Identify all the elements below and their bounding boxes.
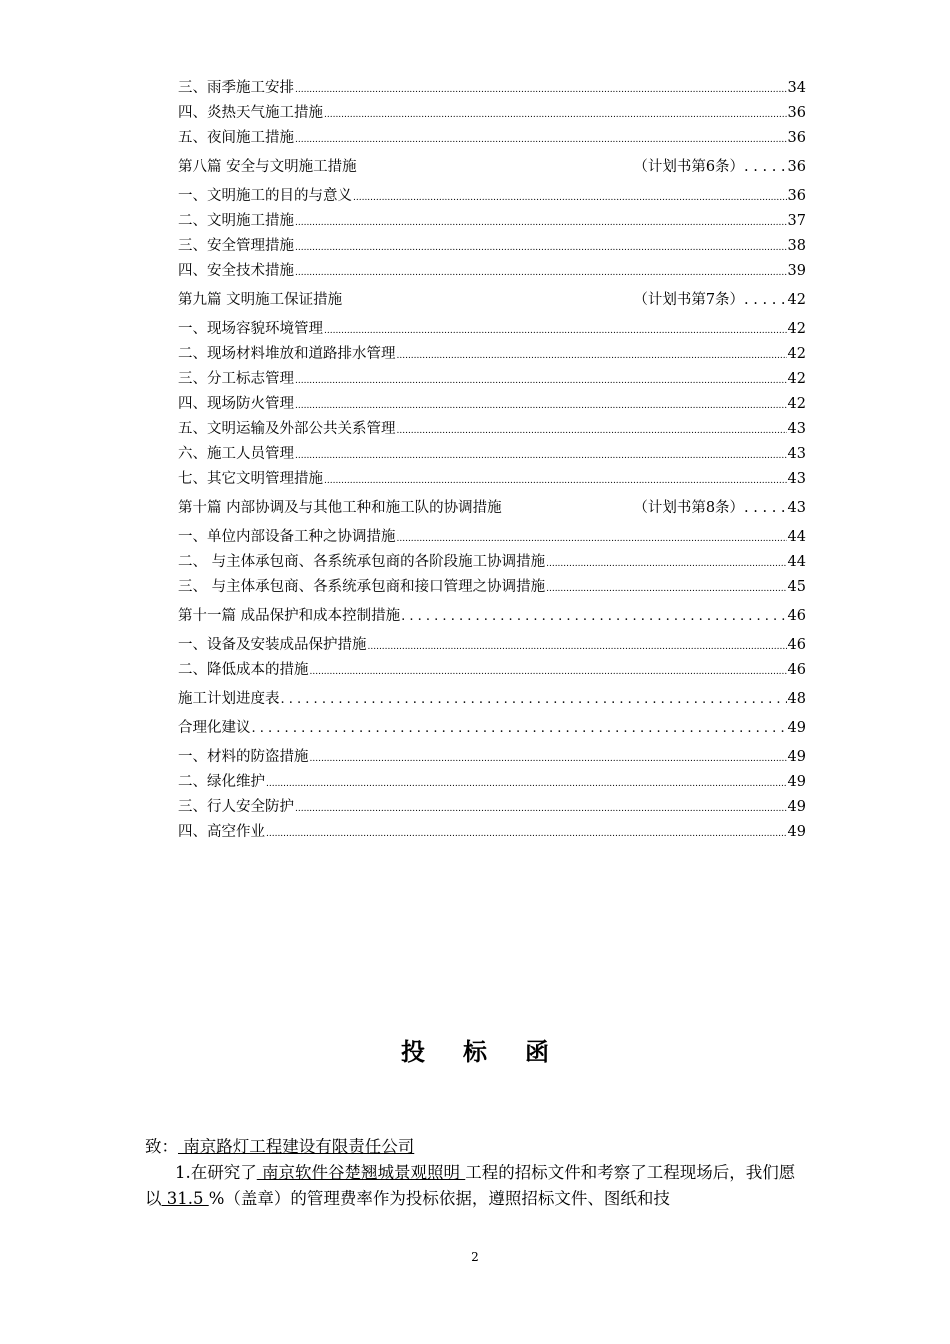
toc-page-number: 36 — [787, 130, 806, 146]
toc-entry-title: 四、高空作业 — [178, 824, 265, 840]
toc-item-row[interactable] — [178, 76, 806, 101]
toc-item-row[interactable] — [178, 550, 806, 575]
toc-section-row[interactable] — [178, 687, 806, 712]
toc-entry-title: 五、文明运输及外部公共关系管理 — [178, 421, 396, 437]
toc-page-number: 49 — [787, 774, 806, 790]
toc-page-number: 43 — [787, 500, 806, 516]
toc-section-row[interactable] — [178, 288, 806, 313]
toc-dot-leader — [401, 604, 786, 629]
toc-dot-leader — [295, 367, 787, 394]
toc-entry-title: 四、炎热天气施工措施 — [178, 105, 323, 121]
toc-item-row[interactable] — [178, 442, 806, 467]
toc-entry-title: 合理化建议 — [178, 720, 251, 736]
toc-item-row[interactable] — [178, 101, 806, 126]
addressee-company: 南京路灯工程建设有限责任公司 — [178, 1137, 415, 1156]
toc-page-number: 34 — [787, 80, 806, 96]
toc-page-number: 42 — [787, 346, 806, 362]
toc-page-number: 42 — [787, 396, 806, 412]
toc-dot-leader — [295, 795, 787, 822]
toc-item-row[interactable] — [178, 633, 806, 658]
toc-page-number: 48 — [787, 691, 806, 707]
page-title: 投标函 — [401, 1037, 587, 1066]
toc-dot-leader — [546, 550, 786, 577]
toc-page-number: 49 — [787, 749, 806, 765]
toc-page-number: 49 — [787, 799, 806, 815]
paragraph-text: 1.在研究了 — [175, 1163, 257, 1182]
toc-page-number: 38 — [787, 238, 806, 254]
toc-entry-note: （计划书第6条）. . . . . — [633, 159, 786, 175]
toc-page-number: 42 — [787, 321, 806, 337]
toc-page-number: 36 — [787, 159, 806, 175]
toc-page-number: 44 — [787, 529, 806, 545]
toc-dot-leader — [546, 575, 786, 602]
toc-page-number: 49 — [787, 824, 806, 840]
toc-entry-title: 三、行人安全防护 — [178, 799, 294, 815]
toc-page-number: 42 — [787, 371, 806, 387]
toc-page-number: 37 — [787, 213, 806, 229]
page-number: 2 — [471, 1250, 479, 1264]
bid-letter — [145, 1134, 807, 1212]
toc-entry-title: 三、安全管理措施 — [178, 238, 294, 254]
toc-page-number: 36 — [787, 105, 806, 121]
toc-dot-leader — [397, 417, 787, 444]
toc-dot-leader — [397, 525, 787, 552]
toc-item-row[interactable] — [178, 342, 806, 367]
toc-item-row[interactable] — [178, 820, 806, 845]
toc-dot-leader — [324, 101, 787, 128]
toc-dot-leader — [295, 76, 787, 103]
toc-entry-title: 一、单位内部设备工种之协调措施 — [178, 529, 396, 545]
toc-page-number: 43 — [787, 421, 806, 437]
toc-entry-title: 七、其它文明管理措施 — [178, 471, 323, 487]
toc-dot-leader — [295, 209, 787, 236]
toc-section-row[interactable] — [178, 496, 806, 521]
toc-page-number: 49 — [787, 720, 806, 736]
toc-item-row[interactable] — [178, 234, 806, 259]
toc-item-row[interactable] — [178, 392, 806, 417]
toc-entry-note: （计划书第8条）. . . . . — [633, 500, 786, 516]
toc-entry-title: 五、夜间施工措施 — [178, 130, 294, 146]
toc-item-row[interactable] — [178, 184, 806, 209]
paragraph-text: %（盖章）的管理费率作为投标依据，遵照招标文件、图纸和技 — [208, 1189, 670, 1208]
toc-entry-title: 三、分工标志管理 — [178, 371, 294, 387]
letter-paragraph — [145, 1160, 807, 1212]
toc-entry-title: 二、降低成本的措施 — [178, 662, 309, 678]
toc-entry-title: 二、文明施工措施 — [178, 213, 294, 229]
toc-entry-title: 一、文明施工的目的与意义 — [178, 188, 352, 204]
toc-dot-leader — [324, 467, 787, 494]
toc-entry-title: 施工计划进度表 — [178, 691, 280, 707]
toc-entry-title: 第十篇 内部协调及与其他工种和施工队的协调措施 — [178, 500, 502, 516]
toc-dot-leader — [368, 633, 787, 660]
toc-page-number: 36 — [787, 188, 806, 204]
toc-page-number: 43 — [787, 446, 806, 462]
toc-entry-note: （计划书第7条）. . . . . — [633, 292, 786, 308]
toc-page-number: 46 — [787, 608, 806, 624]
toc-item-row[interactable] — [178, 417, 806, 442]
toc-entry-title: 一、设备及安装成品保护措施 — [178, 637, 367, 653]
toc-item-row[interactable] — [178, 467, 806, 492]
toc-entry-title: 一、材料的防盗措施 — [178, 749, 309, 765]
toc-dot-leader — [324, 317, 787, 344]
toc-entry-title: 二、现场材料堆放和道路排水管理 — [178, 346, 396, 362]
toc-item-row[interactable] — [178, 209, 806, 234]
toc-entry-title: 四、现场防火管理 — [178, 396, 294, 412]
toc-dot-leader — [295, 126, 787, 153]
toc-item-row[interactable] — [178, 525, 806, 550]
toc-dot-leader — [310, 745, 787, 772]
paragraph-text: 工程的招标文件和考察了工程现场后，我们愿以 — [145, 1163, 796, 1208]
toc-item-row[interactable] — [178, 367, 806, 392]
toc-entry-title: 第八篇 安全与文明施工措施 — [178, 159, 357, 175]
toc-section-row[interactable] — [178, 716, 806, 741]
addressee-line — [145, 1134, 807, 1160]
toc-page-number: 44 — [787, 554, 806, 570]
addressee-prefix: 致： — [145, 1137, 178, 1156]
toc-dot-leader — [397, 342, 787, 369]
toc-entry-title: 三、雨季施工安排 — [178, 80, 294, 96]
toc-dot-leader — [353, 184, 787, 211]
toc-dot-leader — [295, 442, 787, 469]
toc-item-row[interactable] — [178, 317, 806, 342]
toc-entry-title: 六、施工人员管理 — [178, 446, 294, 462]
toc-item-row[interactable] — [178, 795, 806, 820]
toc-dot-leader — [295, 259, 787, 286]
toc-dot-leader — [252, 716, 787, 741]
toc-dot-leader — [295, 392, 787, 419]
toc-dot-leader — [310, 658, 787, 685]
toc-item-row[interactable] — [178, 745, 806, 770]
toc-entry-title: 第九篇 文明施工保证措施 — [178, 292, 343, 308]
toc-item-row[interactable] — [178, 259, 806, 284]
toc-page-number: 43 — [787, 471, 806, 487]
toc-item-row[interactable] — [178, 575, 806, 600]
table-of-contents — [178, 76, 806, 845]
toc-item-row[interactable] — [178, 658, 806, 683]
toc-item-row[interactable] — [178, 126, 806, 151]
toc-section-row[interactable] — [178, 604, 806, 629]
toc-entry-title: 二、 与主体承包商、各系统承包商的各阶段施工协调措施 — [178, 554, 546, 570]
toc-entry-title: 第十一篇 成品保护和成本控制措施 — [178, 608, 401, 624]
toc-entry-title: 四、安全技术措施 — [178, 263, 294, 279]
toc-dot-leader — [281, 687, 787, 712]
toc-page-number: 46 — [787, 637, 806, 653]
toc-entry-title: 二、绿化维护 — [178, 774, 265, 790]
toc-page-number: 39 — [787, 263, 806, 279]
toc-dot-leader — [295, 234, 787, 261]
toc-item-row[interactable] — [178, 770, 806, 795]
toc-dot-leader — [266, 770, 787, 797]
toc-entry-title: 三、 与主体承包商、各系统承包商和接口管理之协调措施 — [178, 579, 546, 595]
management-fee-rate: 31.5 — [161, 1189, 209, 1208]
toc-entry-title: 一、现场容貌环境管理 — [178, 321, 323, 337]
toc-dot-leader — [266, 820, 787, 847]
toc-page-number: 42 — [787, 292, 806, 308]
toc-page-number: 46 — [787, 662, 806, 678]
toc-section-row[interactable] — [178, 155, 806, 180]
project-name: 南京软件谷楚翘城景观照明 — [256, 1163, 466, 1182]
toc-page-number: 45 — [787, 579, 806, 595]
